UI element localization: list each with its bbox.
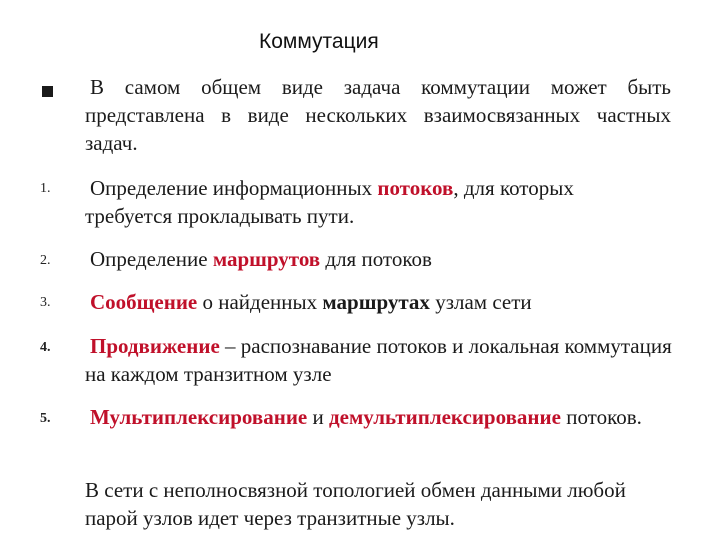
item-number-1: 1.	[40, 181, 51, 196]
item-1-part-1: Определение информационных	[90, 176, 378, 200]
list-item-3	[85, 288, 675, 316]
item-number-5: 5.	[40, 411, 51, 426]
item-3-part-4: узлам сети	[429, 290, 532, 314]
item-number-2: 2.	[40, 253, 51, 268]
item-number-3: 3.	[40, 295, 51, 310]
item-5-highlight-multipleksirovanie: Мультиплексирование	[90, 405, 308, 429]
item-4-highlight-prodvizhenie: Продвижение	[90, 334, 220, 358]
closing-paragraph: В сети с неполносвязной топологией обмен данными любой парой узлов идет через транзитные узлы.	[85, 478, 626, 530]
item-2-part-3: для потоков	[320, 247, 432, 271]
item-5-part-4: потоков.	[560, 405, 642, 429]
list-item-5	[85, 403, 675, 431]
square-bullet-icon	[42, 86, 53, 97]
item-5-part-2: и	[307, 405, 329, 429]
list-item-4	[85, 332, 675, 388]
item-4-part-2: – распознавание потоков и локальная коммутация на каждом транзитном узле	[85, 334, 672, 386]
item-2-highlight-marshrutov: маршрутов	[212, 247, 321, 271]
list-item-1	[85, 174, 665, 230]
item-3-part-2: о найденных	[197, 290, 323, 314]
item-2-part-1: Определение	[90, 247, 213, 271]
item-1-part-3: , для которых требуется прокладывать пути.	[85, 176, 574, 228]
item-1-highlight-potokov: потоков	[377, 176, 454, 200]
item-3-highlight-soobshchenie: Сообщение	[90, 290, 198, 314]
item-5-highlight-demultipleksirovanie: демультиплексирование	[329, 405, 561, 429]
list-item-2	[85, 245, 675, 273]
intro-text: В самом общем виде задача коммутации может быть представлена в виде нескольких взаимосвязанных частных задач.	[85, 75, 671, 155]
slide-title: Коммутация	[259, 30, 379, 53]
item-3-bold-marshrutakh: маршрутах	[322, 290, 430, 314]
item-number-4: 4.	[40, 340, 51, 355]
intro-paragraph	[85, 73, 671, 157]
